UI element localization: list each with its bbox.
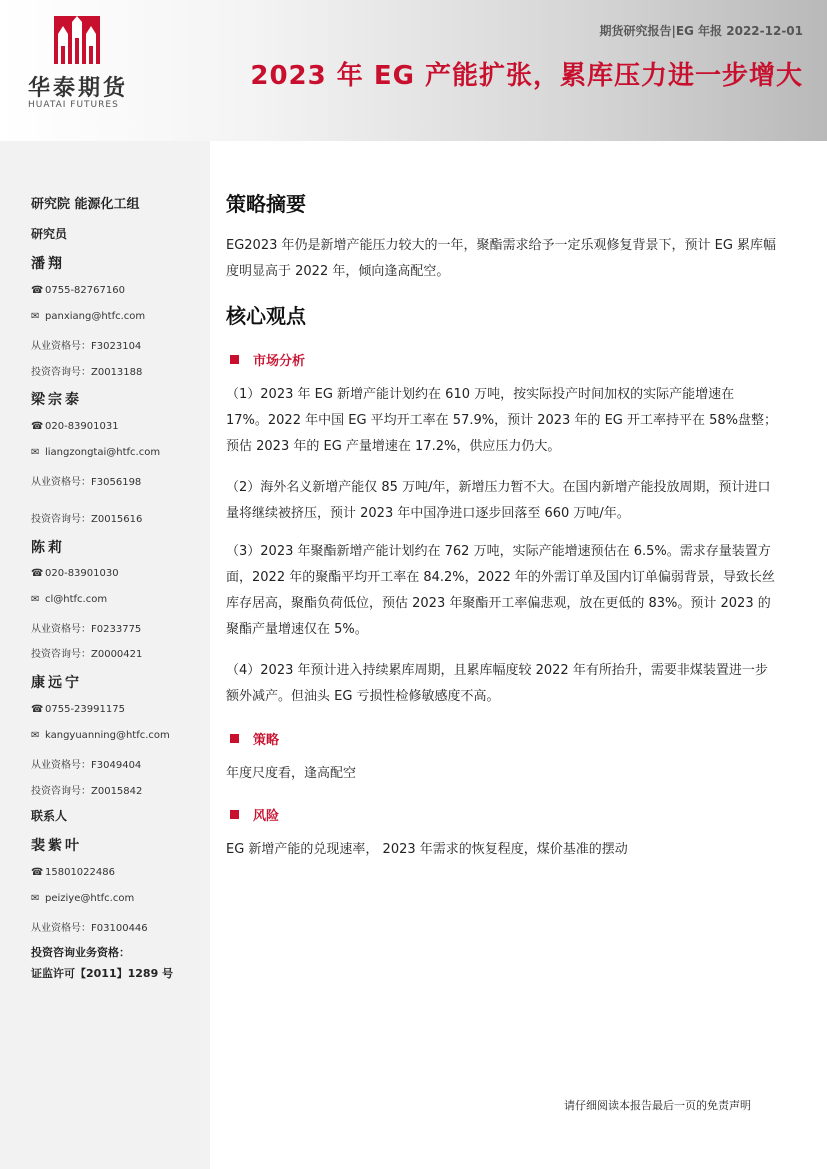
researcher-name: 潘翔 xyxy=(31,256,65,272)
researcher-email[interactable]: ✉ cl@htfc.com xyxy=(31,594,108,605)
logo-name-cn: 华泰期货 xyxy=(28,76,129,101)
core-heading: 核心观点 xyxy=(226,304,306,328)
summary-text: EG2023 年仍是新增产能压力较大的一年，聚酯需求给予一定乐观修复背景下，预计 EG 累库幅度明显高于 2022 年，倾向逢高配空。 xyxy=(226,238,777,279)
phone-icon: ☎ xyxy=(31,421,44,432)
risk-heading: 风险 xyxy=(226,805,279,824)
contact-label: 联系人 xyxy=(31,809,68,823)
market-heading: 市场分析 xyxy=(226,350,305,369)
mail-icon: ✉ xyxy=(31,893,40,904)
disclaimer-note: 请仔细阅读本报告最后一页的免责声明 xyxy=(564,1099,751,1112)
researcher-phone: ☎ 020-83901031 xyxy=(31,421,119,432)
market-point: （2）海外名义新增产能仅 85 万吨/年，新增压力暂不大。在国内新增产能投放周期，预计进口量将继续被挤压，预计 2023 年中国净进口逐步回落至 660 万吨/年。 xyxy=(226,480,771,521)
researcher-phone: ☎ 020-83901030 xyxy=(31,568,119,579)
huatai-logo-icon xyxy=(54,16,100,64)
analyst-sidebar xyxy=(0,141,210,1169)
report-header xyxy=(0,0,827,141)
market-point: （1）2023 年 EG 新增产能计划约在 610 万吨，按实际投产时间加权的实际产能增速在 17%。2022 年中国 EG 平均开工率在 57.9%，预计 2023 年的 EG 开工率持平在 58%盘整；预估 2023 年的 EG 产量增速在 17.2%，供应压力仍大。 xyxy=(226,387,778,454)
strategy-text: 年度尺度看，逢高配空 xyxy=(226,766,357,781)
researcher-invest: 投资咨询号：Z0015616 xyxy=(31,514,143,525)
market-point: （3）2023 年聚酯新增产能计划约在 762 万吨，实际产能增速预估在 6.5%。需求存量装置方面，2022 年的聚酯平均开工率在 84.2%，2022 年的外需订单及国内订单偏弱背景，导致长丝库存居高，聚酯负荷低位，预估 2023 年聚酯开工率偏悲观，放在更低的 83%。预计 2023 的聚酯产量增速仅在 5%。 xyxy=(226,544,775,637)
researcher-name: 康远宁 xyxy=(31,675,82,691)
researcher-invest: 投资咨询号：Z0015842 xyxy=(31,786,143,797)
phone-icon: ☎ xyxy=(31,285,44,296)
bullet-square-icon xyxy=(230,355,239,364)
contact-phone: ☎ 15801022486 xyxy=(31,867,115,878)
bullet-square-icon xyxy=(230,734,239,743)
researcher-cert: 从业资格号：F3056198 xyxy=(31,477,142,488)
researcher-name: 梁宗泰 xyxy=(31,392,82,408)
mail-icon: ✉ xyxy=(31,730,40,741)
contact-email[interactable]: ✉ peiziye@htfc.com xyxy=(31,893,135,904)
researcher-email[interactable]: ✉ panxiang@htfc.com xyxy=(31,311,146,322)
researcher-phone: ☎ 0755-82767160 xyxy=(31,285,125,296)
phone-icon: ☎ xyxy=(31,704,44,715)
contact-cert: 从业资格号：F03100446 xyxy=(31,923,148,934)
license-line-1: 投资咨询业务资格： xyxy=(31,946,130,959)
mail-icon: ✉ xyxy=(31,311,40,322)
researcher-cert: 从业资格号：F3023104 xyxy=(31,341,142,352)
researcher-invest: 投资咨询号：Z0000421 xyxy=(31,649,143,660)
researcher-cert: 从业资格号：F0233775 xyxy=(31,624,142,635)
summary-heading: 策略摘要 xyxy=(226,192,306,216)
mail-icon: ✉ xyxy=(31,447,40,458)
risk-text: EG 新增产能的兑现速率， 2023 年需求的恢复程度，煤价基准的摆动 xyxy=(226,842,628,857)
phone-icon: ☎ xyxy=(31,867,44,878)
researcher-invest: 投资咨询号：Z0013188 xyxy=(31,367,143,378)
researcher-email[interactable]: ✉ kangyuanning@htfc.com xyxy=(31,730,170,741)
researcher-email[interactable]: ✉ liangzongtai@htfc.com xyxy=(31,447,161,458)
contact-name: 裴紫叶 xyxy=(31,838,82,854)
phone-icon: ☎ xyxy=(31,568,44,579)
market-point: （4）2023 年预计进入持续累库周期，且累库幅度较 2022 年有所抬升，需要非煤装置进一步额外减产。但油头 EG 亏损性检修敏感度不高。 xyxy=(226,663,768,704)
researchers-label: 研究员 xyxy=(31,227,68,241)
mail-icon: ✉ xyxy=(31,594,40,605)
researcher-phone: ☎ 0755-23991175 xyxy=(31,704,125,715)
researcher-name: 陈莉 xyxy=(31,540,65,556)
strategy-heading: 策略 xyxy=(226,729,279,748)
license-line-2: 证监许可【2011】1289 号 xyxy=(31,967,174,980)
researcher-cert: 从业资格号：F3049404 xyxy=(31,760,142,771)
department: 研究院 能源化工组 xyxy=(31,197,140,212)
report-title: 2023 年 EG 产能扩张，累库压力进一步增大 xyxy=(250,61,803,91)
logo-name-en: HUATAI FUTURES xyxy=(28,100,119,110)
report-meta: 期货研究报告|EG 年报 2022-12-01 xyxy=(599,24,803,38)
bullet-square-icon xyxy=(230,810,239,819)
